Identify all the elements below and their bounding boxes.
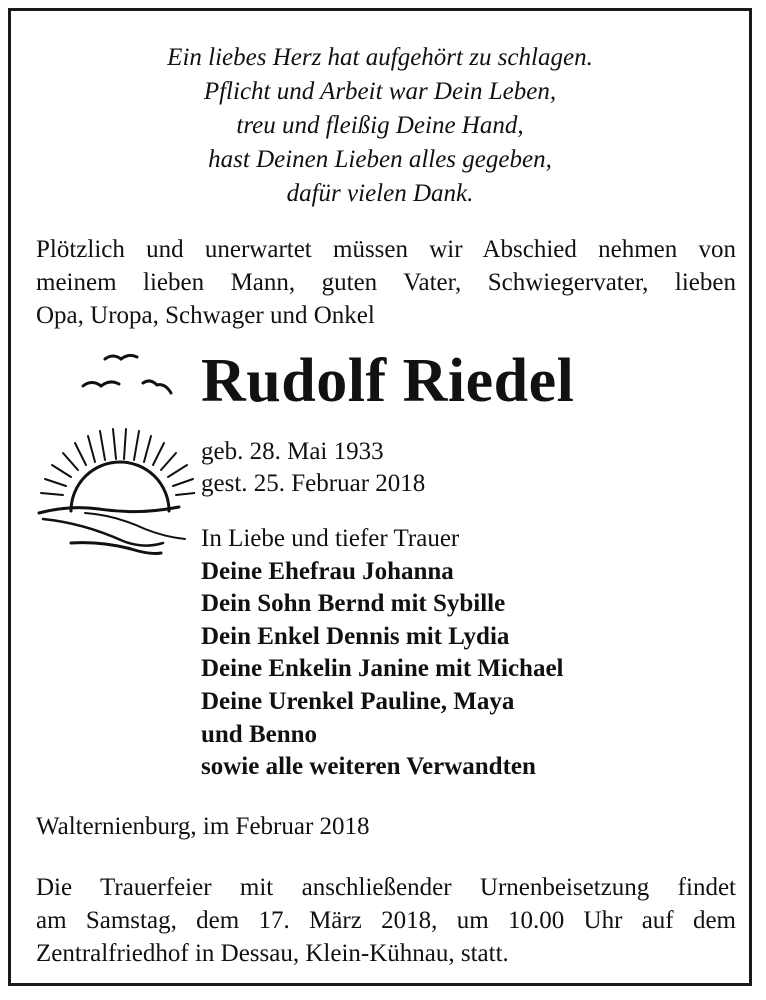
- poem-line: treu und fleißig Deine Hand,: [236, 112, 524, 139]
- life-dates: [201, 436, 425, 500]
- mourner-line: Deine Ehefrau Johanna: [201, 557, 454, 585]
- service-info: [36, 871, 736, 970]
- poem-line: Ein liebes Herz hat aufgehört zu schlagen.: [167, 44, 593, 71]
- service-line: am Samstag, dem 17. März 2018, um 10.00 Uhr auf dem: [36, 907, 736, 934]
- service-line: Zentralfriedhof in Dessau, Klein-Kühnau, statt.: [36, 940, 509, 967]
- poem-line: hast Deinen Lieben alles gegeben,: [208, 146, 552, 173]
- intro-line: meinem lieben Mann, guten Vater, Schwiegervater, lieben: [36, 269, 736, 296]
- obituary-notice: [8, 8, 752, 986]
- deceased-name: Rudolf Riedel: [201, 347, 575, 415]
- mourner-line: und Benno: [201, 720, 318, 748]
- place-date: Walternienburg, im Februar 2018: [36, 813, 370, 840]
- intro-line: Opa, Uropa, Schwager und Onkel: [36, 302, 375, 329]
- death-date: gest. 25. Februar 2018: [201, 470, 426, 497]
- mourner-line: sowie alle weiteren Verwandten: [201, 753, 536, 781]
- service-line: Die Trauerfeier mit anschließender Urnenbeisetzung findet: [36, 874, 736, 901]
- mourners-intro: In Liebe und tiefer Trauer: [201, 525, 460, 552]
- birth-date: geb. 28. Mai 1933: [201, 438, 384, 465]
- mourner-line: Dein Enkel Dennis mit Lydia: [201, 622, 510, 650]
- poem-line: Pflicht und Arbeit war Dein Leben,: [203, 78, 557, 105]
- mourners-list: [201, 523, 564, 784]
- mourner-line: Dein Sohn Bernd mit Sybille: [201, 590, 506, 618]
- mourner-line: Deine Urenkel Pauline, Maya: [201, 687, 515, 715]
- mourner-line: Deine Enkelin Janine mit Michael: [201, 655, 564, 683]
- intro-line: Plötzlich und unerwartet müssen wir Abschied nehmen von: [36, 236, 736, 263]
- memorial-poem: [11, 41, 749, 211]
- sunset-birds-dunes-icon: [25, 341, 195, 556]
- poem-line: dafür vielen Dank.: [286, 180, 474, 207]
- intro-text: [36, 233, 736, 332]
